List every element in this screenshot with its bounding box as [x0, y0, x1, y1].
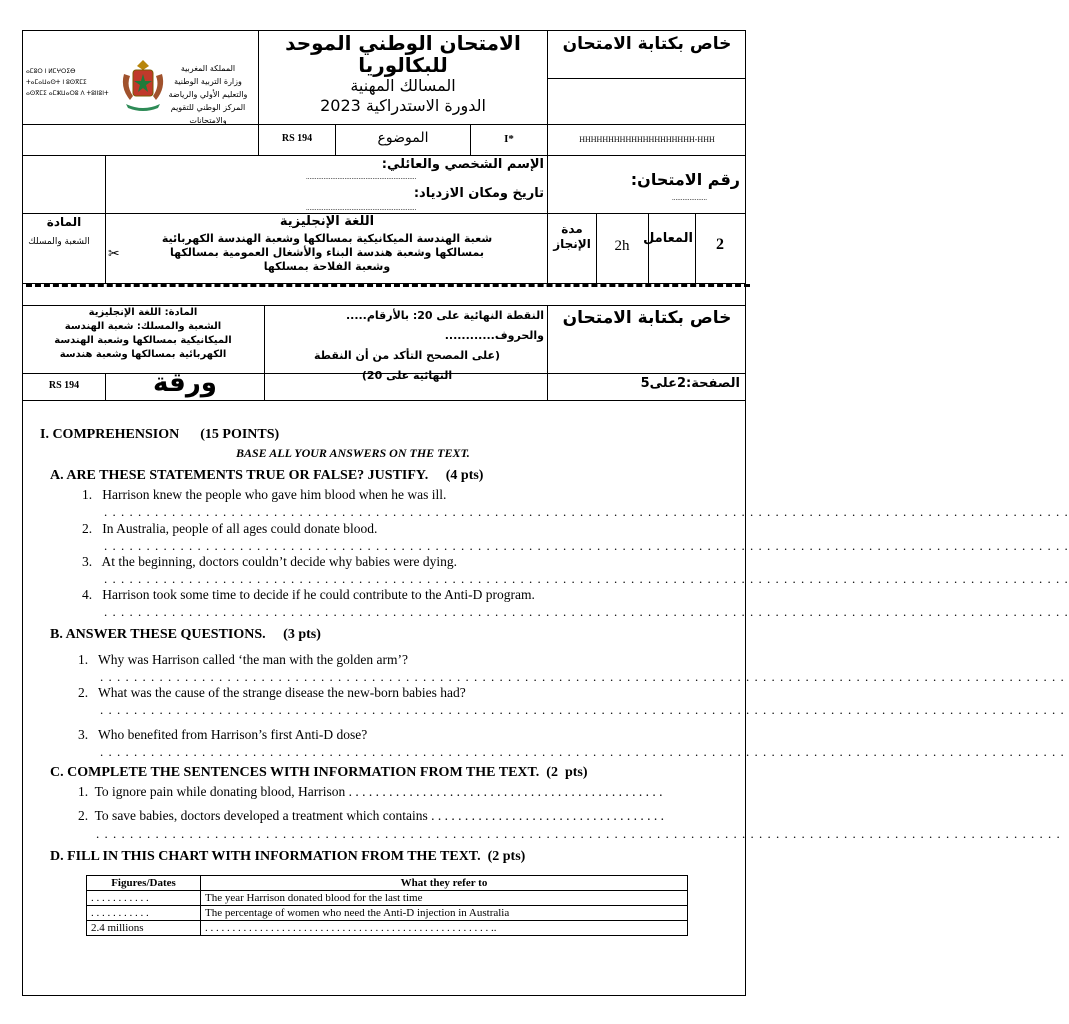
header-col-line	[547, 213, 548, 284]
header-col-line	[596, 213, 597, 284]
branch-label: الشعبة والمسلك	[28, 237, 90, 247]
cell-meaning: The year Harrison donated blood for the last time	[201, 891, 688, 906]
ministry-arabic-text: المملكة المغربية وزارة التربية الوطنية والتعليم الأولي والرياضة المركز الوطني للتقويم والامتحانات	[168, 64, 248, 125]
header-row-line	[22, 124, 746, 125]
sentence-c2[interactable]: 2. To save babies, doctors developed a treatment which contains . . . . . . . . . . . . . . . . . . . . . . . . . . . . . . . . . . .	[78, 808, 664, 823]
header-col-line	[105, 155, 106, 284]
answer-line-a4[interactable]: . . . . . . . . . . . . . . . . . . . . . . . . . . . . . . . . . . . . . . . . . . . . . . . . . . . . . . . . . . . . . . . . . . . . . . . . . . . . . . . . . . . . . . . . . . . . . . . . . . . . . . . . . . . . . . . . . .	[104, 604, 1069, 619]
part-a-title: A. ARE THESE STATEMENTS TRUE OR FALSE? JUSTIFY. (4 pts)	[50, 468, 484, 483]
table-header-row	[87, 876, 688, 891]
header-row-line	[22, 155, 746, 156]
candidate-name-label: الإسم الشخصي والعائلي:	[381, 157, 544, 172]
coefficient-label: المعامل	[643, 231, 693, 246]
coefficient-value: 2	[716, 236, 724, 253]
question-a1: 1. Harrison knew the people who gave him blood when he was ill.	[82, 487, 447, 502]
question-a3: 3. At the beginning, doctors couldn’t decide why babies were dying.	[82, 554, 458, 569]
question-a2: 2. In Australia, people of all ages could donate blood.	[82, 521, 378, 536]
exam-number-label: رقم الامتحان:	[630, 170, 740, 189]
section-title: I. COMPREHENSION (15 POINTS)	[40, 427, 280, 442]
answer-line-b2[interactable]: . . . . . . . . . . . . . . . . . . . . . . . . . . . . . . . . . . . . . . . . . . . . . . . . . . . . . . . . . . . . . . . . . . . . . . . . . . . . . . . . . . . . . . . . . . . . . . . . . . . . . . . . . . . . . . . . . .	[100, 702, 1065, 717]
reserved-box-label: خاص بكتابة الامتحان	[562, 34, 732, 54]
question-b2: 2. What was the cause of the strange disease the new-born babies had?	[78, 685, 466, 700]
answer-line-a3[interactable]: . . . . . . . . . . . . . . . . . . . . . . . . . . . . . . . . . . . . . . . . . . . . . . . . . . . . . . . . . . . . . . . . . . . . . . . . . . . . . . . . . . . . . . . . . . . . . . . . . . . . . . . . . . . . . . . . . .	[104, 571, 1069, 586]
part-b-title: B. ANSWER THESE QUESTIONS. (3 pts)	[50, 627, 321, 642]
ministry-tifinagh-text: ⴰⵎⵓⵔ ⵏ ⵍⵎⵖⵔⵉⴱ ⵜⴰⵎⴰⵡⴰⵙⵜ ⵏ ⵓⵙⴳⵎⵉ ⴰⵙⴳⵎⵉ ⴰⵎⵣⵡⴰⵔⵓ ⴷ ⵜⵓⵏⵏⵓⵏⵜ	[26, 68, 109, 97]
answer-line-b1[interactable]: . . . . . . . . . . . . . . . . . . . . . . . . . . . . . . . . . . . . . . . . . . . . . . . . . . . . . . . . . . . . . . . . . . . . . . . . . . . . . . . . . . . . . . . . . . . . . . . . . . . . . . . . . . . . . . . . . .	[100, 669, 1065, 684]
question-b3: 3. Who benefited from Harrison’s first Anti-D dose?	[78, 727, 368, 742]
answer-line-b3[interactable]: . . . . . . . . . . . . . . . . . . . . . . . . . . . . . . . . . . . . . . . . . . . . . . . . . . . . . . . . . . . . . . . . . . . . . . . . . . . . . . . . . . . . . . . . . . . . . . . . . . . . . . . . . . . . . . . . . .	[100, 744, 1065, 759]
table-row	[87, 891, 688, 906]
header-row-line	[547, 78, 746, 79]
header-col-line	[547, 30, 548, 213]
lower-col-line	[264, 305, 265, 401]
answer-line-a2[interactable]: . . . . . . . . . . . . . . . . . . . . . . . . . . . . . . . . . . . . . . . . . . . . . . . . . . . . . . . . . . . . . . . . . . . . . . . . . . . . . . . . . . . . . . . . . . . . . . . . . . . . . . . . . . . . . . . . . .	[104, 538, 1069, 553]
birth-label: تاريخ ومكان الازدياد:	[413, 186, 544, 201]
header-col-line	[258, 30, 259, 124]
birth-field[interactable]: ...............................................................	[306, 204, 417, 212]
lower-subject-info: المادة: اللغة الإنجليزية الشعبة والمسلك: شعبة الهندسة الميكانيكية بمسالكها وشعبة الهندسة الكهربائية بمسالكها وشعبة هندسة	[54, 307, 232, 360]
question-a4: 4. Harrison took some time to decide if he could contribute to the Anti-D program.	[82, 587, 535, 602]
header-col-line	[258, 124, 259, 155]
exam-code: RS 194	[281, 133, 313, 144]
sentence-c1[interactable]: 1. To ignore pain while donating blood, Harrison . . . . . . . . . . . . . . . . . . . . . . . . . . . . . . . . . . . . . . . . . . . . . . .	[78, 784, 663, 799]
duration-value: 2h	[614, 238, 630, 254]
subject-label: الموضوع	[377, 130, 429, 146]
sheet-label: ورقة	[153, 368, 217, 398]
table-row	[87, 906, 688, 921]
header-col-line	[648, 213, 649, 284]
lower-col-line	[105, 373, 106, 401]
col-header-meaning: What they refer to	[201, 876, 688, 891]
header-col-line	[695, 213, 696, 284]
cell-figure[interactable]: . . . . . . . . . . .	[87, 906, 201, 921]
lower-exam-code: RS 194	[48, 380, 80, 391]
exam-title: الامتحان الوطني الموحد للبكالوريا المسالك المهنية الدورة الاستدراكية 2023	[285, 31, 521, 115]
cell-meaning[interactable]: . . . . . . . . . . . . . . . . . . . . . . . . . . . . . . . . . . . . . . . . . . . . . . . . . . . . ..	[201, 921, 688, 936]
exam-number-field[interactable]: ....................	[672, 194, 707, 202]
star-marker: I*	[504, 133, 514, 145]
cut-line	[26, 284, 750, 287]
cell-meaning: The percentage of women who need the Anti-D injection in Australia	[201, 906, 688, 921]
candidate-name-field[interactable]: ...............................................................	[306, 173, 417, 181]
duration-label: مدة الإنجاز	[553, 222, 591, 251]
scissors-icon: ✂	[108, 246, 120, 262]
part-c-title: C. COMPLETE THE SENTENCES WITH INFORMATION FROM THE TEXT. (2 pts)	[50, 765, 588, 780]
header-col-line	[335, 124, 336, 155]
barcode-text: HHHHHHHHHHHHHHHHHHHH-HHH	[579, 135, 715, 144]
table-row	[87, 921, 688, 936]
answer-line-c2[interactable]: . . . . . . . . . . . . . . . . . . . . . . . . . . . . . . . . . . . . . . . . . . . . . . . . . . . . . . . . . . . . . . . . . . . . . . . . . . . . . . . . . . . . . . . . . . . . . . . . . . . . . . . . . . . . . . . . . .	[96, 826, 1061, 841]
page-number: الصفحة:2على5	[640, 376, 740, 391]
subject-name: اللغة الإنجليزية	[279, 214, 375, 229]
question-b1: 1. Why was Harrison called ‘the man with the golden arm’?	[78, 652, 409, 667]
col-header-figures: Figures/Dates	[87, 876, 201, 891]
lower-col-line	[547, 305, 548, 401]
lower-reserved-label: خاص بكتابة الامتحان	[562, 308, 732, 328]
header-col-line	[470, 124, 471, 155]
chart-table-wrap	[86, 875, 688, 936]
answer-line-a1[interactable]: . . . . . . . . . . . . . . . . . . . . . . . . . . . . . . . . . . . . . . . . . . . . . . . . . . . . . . . . . . . . . . . . . . . . . . . . . . . . . . . . . . . . . . . . . . . . . . . . . . . . . . . . . . . . . . . . . .	[104, 504, 1069, 519]
instruction: BASE ALL YOUR ANSWERS ON THE TEXT.	[236, 446, 470, 460]
branch-description: شعبة الهندسة الميكانيكية بمسالكها وشعبة الهندسة الكهربائية بمسالكها وشعبة هندسة البناء والأشغال العمومية بمسالكها وشعبة الفلاحة بمسلكها	[161, 232, 493, 273]
part-d-title: D. FILL IN THIS CHART WITH INFORMATION FROM THE TEXT. (2 pts)	[50, 849, 526, 864]
chart-table	[86, 875, 688, 936]
cell-figure: 2.4 millions	[87, 921, 201, 936]
final-grade-info: النقطة النهائية على 20: بالأرقام..... والحروف............ (على المصحح التأكد من أن النقطة النهائية على 20)	[313, 309, 544, 382]
material-label: المادة	[46, 215, 82, 229]
cell-figure[interactable]: . . . . . . . . . . .	[87, 891, 201, 906]
